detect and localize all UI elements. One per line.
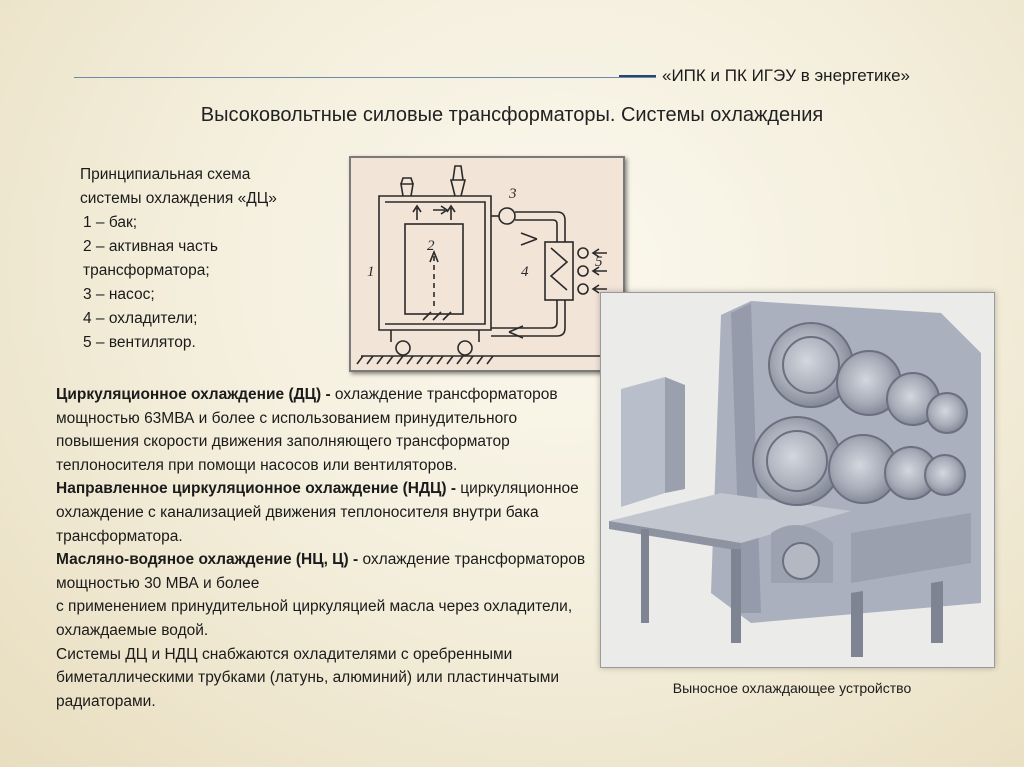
term-nc: Масляно-водяное охлаждение (НЦ, Ц) - xyxy=(56,551,359,569)
slide-title: Высоковольтные силовые трансформаторы. Системы охлаждения xyxy=(200,104,824,126)
body-text xyxy=(56,383,600,713)
diagram-label-5: 5 xyxy=(595,254,603,270)
legend-item: 2 – активная часть xyxy=(83,238,218,255)
paragraph-dc xyxy=(56,383,600,477)
term-dc: Циркуляционное охлаждение (ДЦ) - xyxy=(56,386,331,403)
diagram-label-3: 3 xyxy=(509,186,517,202)
paragraph-ndc xyxy=(56,477,600,548)
cooling-unit-photo xyxy=(600,292,995,668)
diagram-label-2: 2 xyxy=(427,238,435,254)
cooling-unit-illustration xyxy=(601,293,994,667)
diagram-label-1: 1 xyxy=(367,264,375,280)
cooling-scheme-drawing xyxy=(351,158,623,370)
legend-caption-line1: Принципиальная схема xyxy=(80,166,251,183)
legend-item: 1 – бак; xyxy=(83,214,138,231)
legend-item: 5 – вентилятор. xyxy=(83,334,196,351)
cooling-scheme-diagram xyxy=(349,156,625,372)
definition-nc: охлаждение трансформаторов мощностью 30 МВА и более xyxy=(56,551,586,592)
paragraph-nc xyxy=(56,548,600,595)
diagram-legend xyxy=(80,163,277,355)
legend-item: 4 – охладители; xyxy=(83,310,198,327)
legend-item: трансформатора; xyxy=(83,262,210,279)
term-ndc: Направленное циркуляционное охлаждение (НДЦ) - xyxy=(56,480,456,498)
paragraph-coolers: Системы ДЦ и НДЦ снабжаются охладителями с оребренными биметаллическими трубками (латунь, алюминий) или пластинчатыми радиаторами. xyxy=(56,645,560,710)
legend-item: 3 – насос; xyxy=(83,286,155,303)
photo-caption: Выносное охлаждающее устройство xyxy=(672,680,912,696)
header-divider xyxy=(74,77,656,78)
legend-caption-line2: системы охлаждения «ДЦ» xyxy=(80,190,277,207)
organization-label: «ИПК и ПК ИГЭУ в энергетике» xyxy=(662,66,911,85)
diagram-label-4: 4 xyxy=(521,264,529,280)
paragraph-nc-continued: с применением принудительной циркуляцией масла через охладители, охлаждаемые водой. xyxy=(56,598,573,639)
definition-dc: охлаждение трансформаторов мощностью 63МВА и более с использованием принудительного повышения скорости движения заполняющего трансформатор теплоносителя при помощи насосов или вентиляторов. xyxy=(56,386,558,474)
definition-ndc: циркуляционное охлаждение с канализацией движения теплоносителя внутри бака трансформатора. xyxy=(56,480,579,545)
